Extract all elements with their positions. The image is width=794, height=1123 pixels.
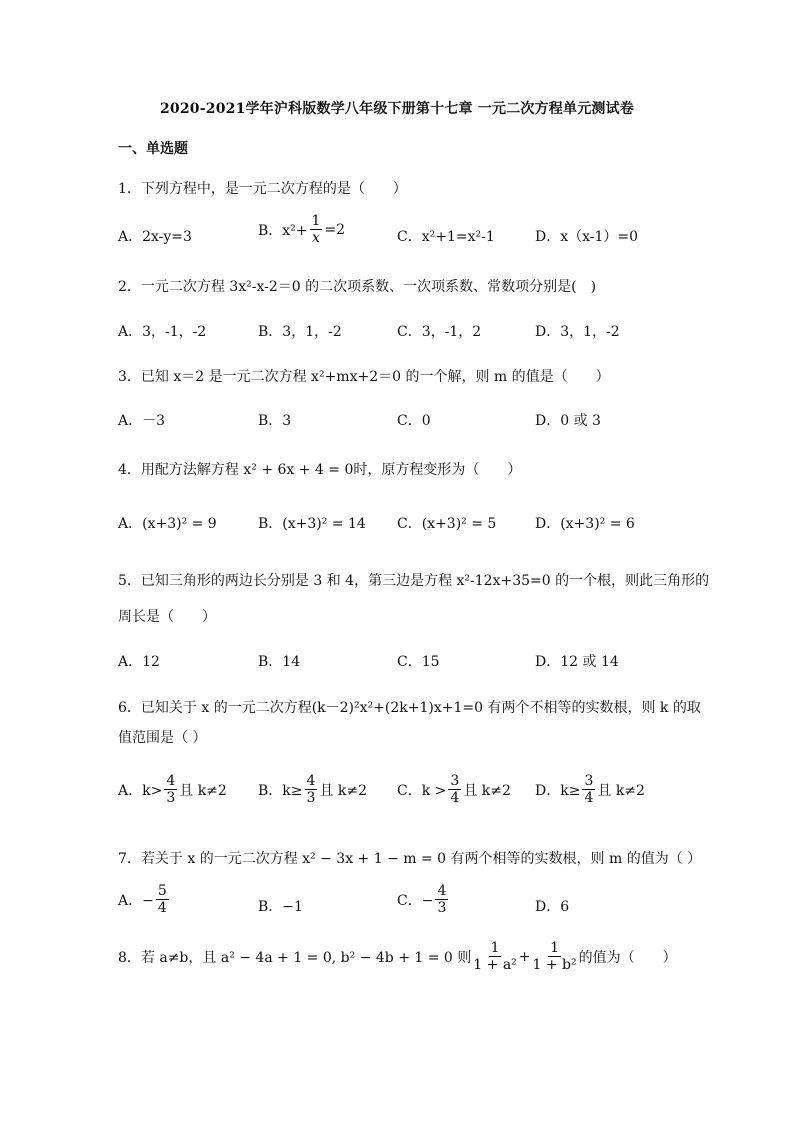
question-6-stem-line-1: 6．已知关于 x 的一元二次方程(k－2)²x²+(2k+1)x+1=0 有两个不相等的实数根，则 k 的取 [118, 700, 701, 716]
option-c[interactable]: C．x²+1=x²-1 [397, 229, 495, 245]
option-a[interactable]: A．2x-y=3 [118, 229, 192, 245]
option-a[interactable]: A．3，-1，-2 [118, 324, 207, 340]
page-title: 2020-2021学年沪科版数学八年级下册第十七章 一元二次方程单元测试卷 [159, 101, 634, 117]
question-6-stem-line-2: 值范围是（ ） [118, 730, 207, 746]
option-c[interactable]: C．k > $\frac{3}{4}$ 且 k≠2 [397, 773, 511, 806]
option-a[interactable]: A．(x+3)² = 9 [118, 516, 217, 532]
option-d[interactable]: D．k≥ $\frac{3}{4}$ 且 k≠2 [535, 773, 645, 806]
option-c[interactable]: C．0 [397, 413, 431, 429]
question-7-options [118, 884, 678, 928]
option-a[interactable]: A．12 [118, 654, 160, 670]
option-b[interactable]: B．14 [258, 654, 301, 670]
fraction: $\frac{5}{4}$ [157, 883, 167, 916]
option-c[interactable]: C．(x+3)² = 5 [397, 516, 497, 532]
option-d[interactable]: D．3，1，-2 [535, 324, 620, 340]
question-4-stem: 4．用配方法解方程 x² + 6x + 4 = 0时，原方程变形为（ ） [118, 462, 522, 478]
question-5-stem-line-1: 5．已知三角形的两边长分别是 3 和 4，第三边是方程 x²-12x+35=0 的一个根，则此三角形的 [118, 573, 710, 589]
option-b[interactable]: B．−1 [258, 899, 303, 915]
question-8-stem: 8．若 a≠b，且 a² − 4a + 1 = 0, b² − 4b + 1 = 0 则 $\frac{1}{\text{1 + a²}}$ + $\frac{1}{\text{1 + b²}}$ 的值为（ ） [118, 940, 677, 973]
option-b[interactable]: B．k≥ $\frac{4}{3}$ 且 k≠2 [258, 773, 368, 806]
option-b[interactable]: B．x²+ $\frac{1}{x}$ =2 [258, 213, 346, 246]
fraction: $\frac{3}{4}$ [450, 773, 460, 806]
option-a[interactable]: A．－3 [118, 413, 166, 429]
question-7-stem: 7．若关于 x 的一元二次方程 x² − 3x + 1 − m = 0 有两个相等的实数根，则 m 的值为（ ） [118, 851, 702, 867]
option-b[interactable]: B．3 [258, 413, 292, 429]
fraction: $\frac{3}{4}$ [584, 773, 594, 806]
option-c[interactable]: C．15 [397, 654, 440, 670]
option-d[interactable]: D．(x+3)² = 6 [535, 516, 635, 532]
question-1-options [118, 213, 678, 256]
option-c[interactable]: C．− $\frac{4}{3}$ [397, 883, 447, 916]
fraction: $\frac{4}{3}$ [437, 883, 447, 916]
question-2-options [118, 321, 678, 351]
question-3-stem: 3．已知 x＝2 是一元二次方程 x²+mx+2＝0 的一个解，则 m 的值是（ ） [118, 369, 610, 385]
fraction: $\frac{1}{x}$ [311, 213, 321, 246]
fraction: $\frac{1}{\text{1 + b²}}$ [532, 940, 577, 973]
option-d[interactable]: D．x（x-1）=0 [535, 229, 639, 245]
fraction: $\frac{4}{3}$ [166, 773, 176, 806]
question-5-options [118, 651, 678, 681]
option-a[interactable]: A．k> $\frac{4}{3}$ 且 k≠2 [118, 773, 227, 806]
question-1-stem: 1．下列方程中，是一元二次方程的是（ ） [118, 181, 407, 197]
question-6-options [118, 774, 678, 818]
question-3-options [118, 410, 678, 440]
option-b[interactable]: B．(x+3)² = 14 [258, 516, 366, 532]
option-d[interactable]: D．0 或 3 [535, 413, 601, 429]
section-heading: 一、单选题 [118, 141, 188, 157]
option-c[interactable]: C．3，-1，2 [397, 324, 482, 340]
option-d[interactable]: D．12 或 14 [535, 654, 619, 670]
option-a[interactable]: A．− $\frac{5}{4}$ [118, 883, 167, 916]
option-b[interactable]: B．3，1，-2 [258, 324, 342, 340]
question-5-stem-line-2: 周长是（ ） [118, 609, 216, 625]
fraction: $\frac{4}{3}$ [306, 773, 316, 806]
question-4-options [118, 513, 678, 543]
fraction: $\frac{1}{\text{1 + a²}}$ [473, 940, 517, 973]
question-2-stem: 2．一元二次方程 3x²-x-2＝0 的二次项系数、一次项系数、常数项分别是( ) [118, 279, 597, 295]
option-d[interactable]: D．6 [535, 899, 570, 915]
